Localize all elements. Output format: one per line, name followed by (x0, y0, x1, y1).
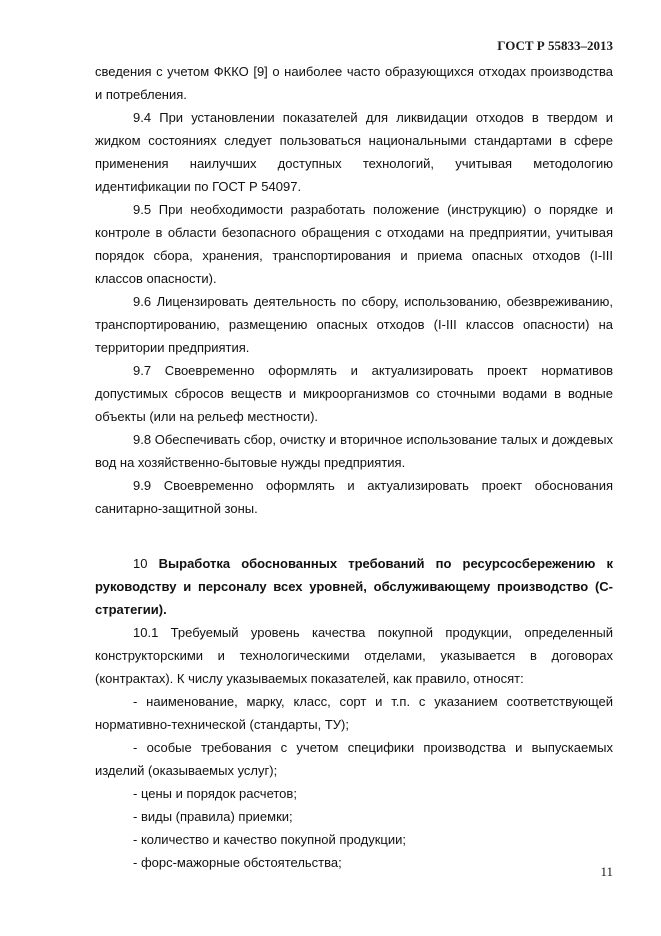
list-item: - наименование, марку, класс, сорт и т.п. с указанием соответствующей нормативно-технической (стандарты, ТУ); (95, 694, 613, 732)
page-number: 11 (600, 864, 613, 879)
standard-header: ГОСТ Р 55833–2013 (497, 38, 613, 53)
paragraph-9-4: 9.4 При установлении показателей для ликвидации отходов в твердом и жидком состояниях следует пользоваться национальными стандартами в сфере применения наилучших доступных технологий, учитывая методологию идентификации по ГОСТ Р 54097. (95, 110, 613, 194)
list-item: - количество и качество покупной продукции; (133, 832, 406, 847)
list-item: - цены и порядок расчетов; (133, 786, 297, 801)
list-item: - виды (правила) приемки; (133, 809, 293, 824)
paragraph-9-7: 9.7 Своевременно оформлять и актуализировать проект нормативов допустимых сбросов веществ и микроорганизмов со сточными водами в водные объекты (или на рельеф местности). (95, 363, 613, 424)
list-item: - форс-мажорные обстоятельства; (133, 855, 342, 870)
paragraph-9-8: 9.8 Обеспечивать сбор, очистку и вторичное использование талых и дождевых вод на хозяйственно-бытовые нужды предприятия. (95, 432, 613, 470)
section-10-heading (95, 552, 613, 621)
paragraph-9-9: 9.9 Своевременно оформлять и актуализировать проект обоснования санитарно-защитной зоны. (95, 478, 613, 516)
section-10-title: Выработка обоснованных требований по ресурсосбережению к руководству и персоналу всех уровней, обслуживающему производство (С-стратегии). (95, 556, 613, 617)
paragraph-9-6: 9.6 Лицензировать деятельность по сбору, использованию, обезвреживанию, транспортированию, размещению опасных отходов (I-III классов опасности) на территории предприятия. (95, 294, 613, 355)
section-10-number: 10 (133, 556, 148, 571)
paragraph-continuation: сведения с учетом ФККО [9] о наиболее часто образующихся отходах производства и потребления. (95, 64, 613, 102)
paragraph-9-5: 9.5 При необходимости разработать положение (инструкцию) о порядке и контроле в области безопасного обращения с отходами на предприятии, учитывая порядок сбора, хранения, транспортирования и приема опасных отходов (I-III классов опасности). (95, 202, 613, 286)
paragraph-10-1: 10.1 Требуемый уровень качества покупной продукции, определенный конструкторскими и технологическими отделами, указывается в договорах (контрактах). К числу указываемых показателей, как правило, относят: (95, 625, 613, 686)
list-item: - особые требования с учетом специфики производства и выпускаемых изделий (оказываемых услуг); (95, 740, 613, 778)
document-body (95, 60, 613, 874)
